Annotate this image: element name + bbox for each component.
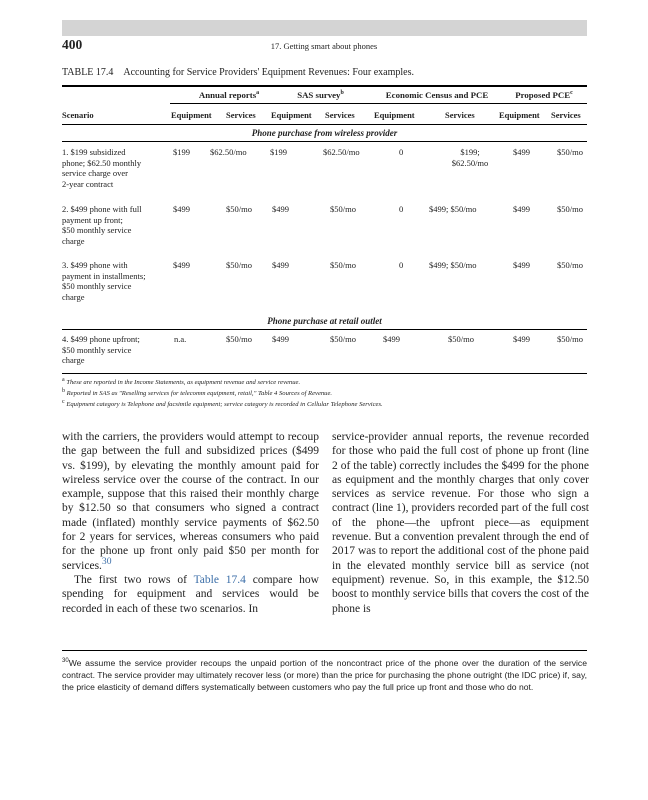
column-header-rule	[62, 124, 587, 125]
table-label: TABLE 17.4	[62, 67, 114, 78]
paragraph: The first two rows of Table 17.4 compare how spending for equipment and services would be recorded in each of these two scenarios. In	[62, 573, 319, 615]
table-caption-text: Accounting for Service Providers' Equipment Revenues: Four examples.	[123, 67, 414, 78]
table-cell: $50/mo	[226, 334, 252, 344]
col-header-scenario: Scenario	[62, 110, 94, 120]
table-cell: $50/mo	[557, 204, 583, 214]
table-cell: $499	[513, 147, 530, 157]
table-cell: $499	[383, 334, 400, 344]
table-cell: $499	[272, 260, 289, 270]
section-heading-wireless-provider: Phone purchase from wireless provider	[251, 128, 398, 138]
header-bar	[62, 20, 587, 36]
table-cell: $50/mo	[557, 260, 583, 270]
table-top-rule	[62, 85, 587, 87]
group-header-economic-census: Economic Census and PCE	[385, 90, 489, 100]
table-cell: $62.50/mo	[323, 147, 360, 157]
col-header-services: Services	[551, 110, 581, 120]
table-cell: $499	[272, 334, 289, 344]
table-cell: n.a.	[174, 334, 187, 344]
table-cell: $199; $62.50/mo	[451, 147, 489, 168]
table-cell: $499	[173, 260, 190, 270]
table-cell: 0	[399, 260, 404, 270]
footnote-rule	[62, 650, 587, 651]
body-right-column	[332, 430, 589, 616]
table-cell: 0	[399, 147, 404, 157]
body-left-column	[62, 430, 319, 616]
table-row-3-scenario: 3. $499 phone with payment in installments; $50 monthly service charge	[62, 260, 146, 302]
table-cell: $499	[173, 204, 190, 214]
section1-rule	[62, 141, 587, 142]
table-cell: $499	[513, 204, 530, 214]
page-number: 400	[62, 37, 83, 52]
table-cell: $499; $50/mo	[429, 204, 477, 214]
table-cell: $50/mo	[330, 334, 356, 344]
table-cell: $50/mo	[330, 260, 356, 270]
paragraph: service-provider annual reports, the revenue recorded for those who paid the full cost of phone up front (line 2 of the table) correctly includes the $499 for the phone as equipment and the monthly charges that only cover services as service revenue. For those who sign a contract (line 1), providers recorded part of the full cost of the phone—the upfront piece—as equipment revenue. But a convention prevalent through the end of 2017 was to report the additional cost of the phone paid in the elevated monthly service bill as service (not equipment) revenue. So, in this example, the $12.50 boost to monthly service bills that covers the cost of the phone is	[332, 431, 589, 615]
footnote-30: $^{30}$We assume the service provider recoups the unpaid portion of the noncontract price of the phone over the duration of the service contract. The service provider may ultimately recover less (or more) than the price for purchasing the phone outright (the IDC price) if, say, the price elasticity of demand differs systematically between customers who pay the full price up front and those who do not.	[62, 658, 587, 692]
group-header-proposed-pce: Proposed PCE$^c$	[515, 90, 573, 100]
col-header-equipment: Equipment	[171, 110, 212, 120]
section2-rule	[62, 329, 587, 330]
table-cell: $499	[513, 334, 530, 344]
section-heading-retail-outlet: Phone purchase at retail outlet	[267, 316, 382, 326]
paragraph: with the carriers, the providers would attempt to recoup the gap between the full and subsidized prices ($499 vs. $199), by elevating the monthly amount paid for wireless service over the course of the contract. In our example, suppose that this raised their monthly charge by $12.50 so that consumers who signed a contract made (inflated) monthly service payments of $62.50 for 2 years for services, whereas consumers who paid for the phone up front only paid $50 per month for services.$^{30}$	[62, 431, 319, 572]
table-cell: $50/mo	[226, 260, 252, 270]
footnote-ref-30[interactable]: 30	[101, 555, 112, 567]
table-row-4-scenario: 4. $499 phone upfront; $50 monthly service charge	[62, 334, 140, 366]
table-17-4-link[interactable]: Table 17.4	[193, 573, 246, 586]
table-row-1-scenario: 1. $199 subsidized phone; $62.50 monthly service charge over 2-year contract	[62, 147, 142, 189]
col-header-equipment: Equipment	[499, 110, 540, 120]
table-cell: $199	[270, 147, 287, 157]
group-header-annual-reports: Annual reports$^a$	[198, 90, 260, 100]
table-cell: $50/mo	[226, 204, 252, 214]
table-cell: $199	[173, 147, 190, 157]
table-note-c: $^c$ Equipment category is Telephone and facsimile equipment; service category is recorded in Cellular Telephone Services.	[62, 398, 383, 408]
col-header-services: Services	[226, 110, 256, 120]
table-cell: $50/mo	[557, 147, 583, 157]
table-cell: $50/mo	[557, 334, 583, 344]
running-title: 17. Getting smart about phones	[270, 41, 378, 51]
col-header-equipment: Equipment	[374, 110, 415, 120]
table-cell: $50/mo	[330, 204, 356, 214]
table-cell: 0	[399, 204, 404, 214]
table-cell: $62.50/mo	[210, 147, 247, 157]
table-cell: $499; $50/mo	[429, 260, 477, 270]
table-cell: $499	[513, 260, 530, 270]
group-header-rule	[170, 103, 587, 104]
group-header-sas-survey: SAS survey$^b$	[297, 90, 344, 100]
col-header-services: Services	[445, 110, 475, 120]
table-row-2-scenario: 2. $499 phone with full payment up front; $50 monthly service charge	[62, 204, 142, 246]
table-note-a: $^a$ These are reported in the Income Statements, as equipment revenue and service revenue.	[62, 376, 301, 386]
col-header-services: Services	[325, 110, 355, 120]
table-bottom-rule	[62, 373, 587, 374]
table-cell: $499	[272, 204, 289, 214]
col-header-equipment: Equipment	[271, 110, 312, 120]
table-cell: $50/mo	[448, 334, 474, 344]
table-note-b: $^b$ Reported in SAS as "Reselling services for telecomm equipment, retail," Table 4 Sources of Revenue.	[62, 387, 333, 397]
table-caption	[62, 67, 414, 78]
